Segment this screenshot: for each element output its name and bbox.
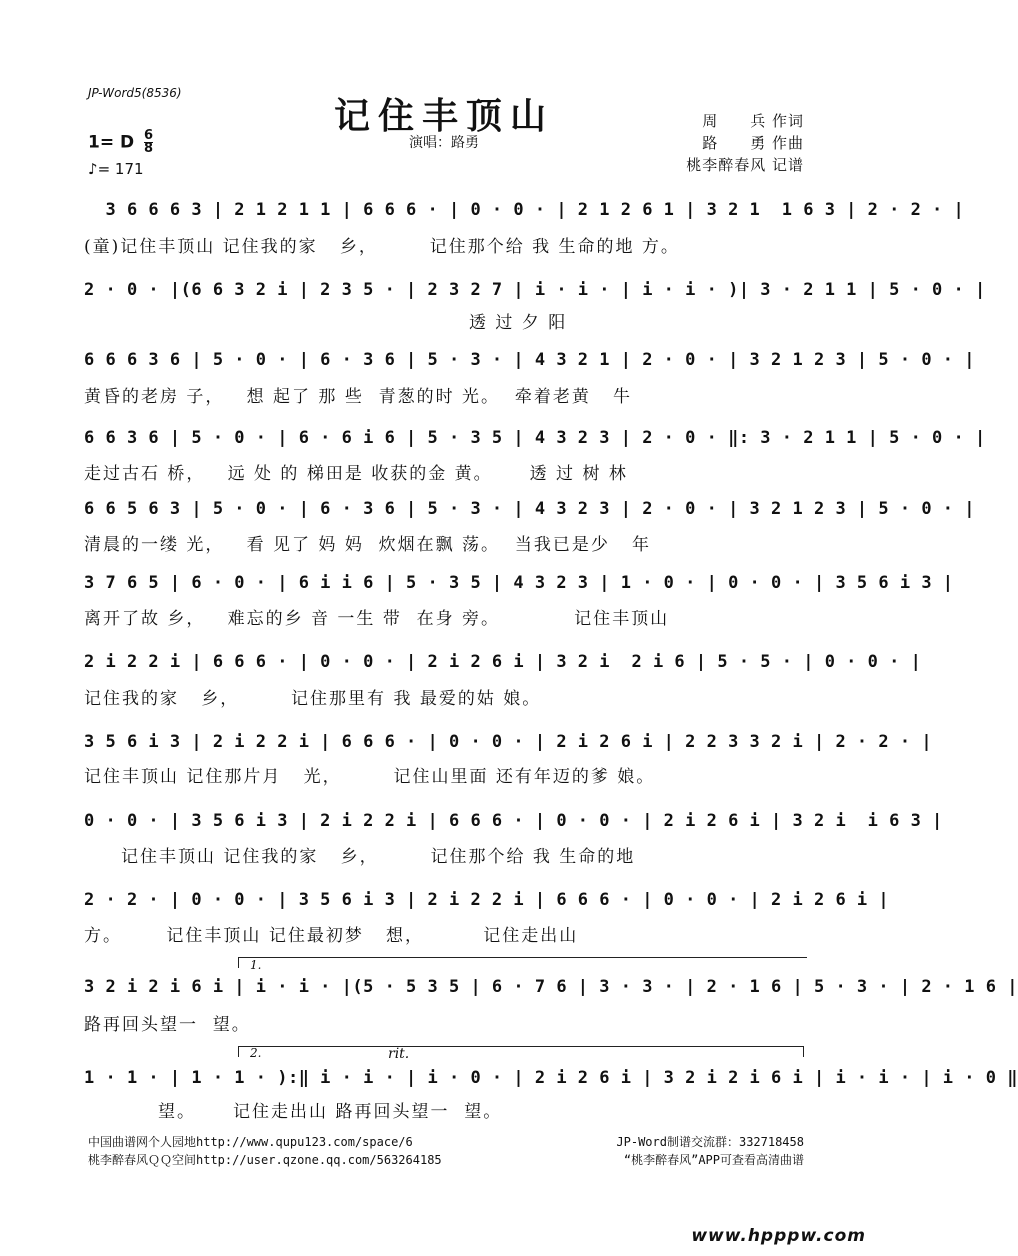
notation-line-7: 2 i 2 2 i | 6 6 6 · | 0 · 0 · | 2 i 2 6 i | 3 2 i 2 i 6 | 5 · 5 · | 0 · 0 · | bbox=[84, 652, 922, 672]
lyrics-line-1: (童)记住丰顶山 记住我的家 乡， 记住那个给 我 生命的地 方。 bbox=[84, 237, 680, 257]
notation-line-4: 6 6 3 6 | 5 · 0 · | 6 · 6 i 6 | 5 · 3 5 | 4 3 2 3 | 2 · 0 · ‖: 3 · 2 1 1 | 5 · 0 · | bbox=[84, 428, 986, 448]
key-signature bbox=[88, 130, 153, 155]
key-label: 1= D bbox=[88, 132, 135, 153]
notation-line-12: 1 · 1 · | 1 · 1 · ):‖ i · i · | i · 0 · | 2 i 2 6 i | 3 2 i 2 i 6 i | i · i · | i · 0 ‖ bbox=[84, 1068, 1018, 1088]
lyricist-credit: 周 兵 作词 bbox=[702, 112, 804, 130]
time-numerator: 6 bbox=[144, 128, 154, 143]
lyrics-line-2: 透 过 夕 阳 bbox=[84, 313, 568, 333]
notation-line-3: 6 6 6 3 6 | 5 · 0 · | 6 · 3 6 | 5 · 3 · | 4 3 2 1 | 2 · 0 · | 3 2 1 2 3 | 5 · 0 · | bbox=[84, 350, 975, 370]
ritardando-mark: rit. bbox=[388, 1046, 410, 1062]
performer: 演唱：路勇 bbox=[409, 135, 479, 151]
lyrics-line-11: 路再回头望一 望。 bbox=[84, 1015, 251, 1035]
notation-line-9: 0 · 0 · | 3 5 6 i 3 | 2 i 2 2 i | 6 6 6 · | 0 · 0 · | 2 i 2 6 i | 3 2 i i 6 3 | bbox=[84, 811, 943, 831]
lyrics-line-5: 清晨的一缕 光， 看 见了 妈 妈 炊烟在飘 荡。 当我已是少 年 bbox=[84, 535, 652, 555]
time-denominator: 8 bbox=[144, 141, 154, 156]
lyrics-line-4: 走过古石 桥， 远 处 的 梯田是 收获的金 黄。 透 过 树 林 bbox=[84, 464, 628, 484]
footer-group: JP-Word制谱交流群：332718458 bbox=[616, 1135, 804, 1149]
notation-line-10: 2 · 2 · | 0 · 0 · | 3 5 6 i 3 | 2 i 2 2 i | 6 6 6 · | 0 · 0 · | 2 i 2 6 i | bbox=[84, 890, 890, 910]
lyrics-line-8: 记住丰顶山 记住那片月 光， 记住山里面 还有年迈的爹 娘。 bbox=[84, 767, 656, 787]
first-ending-label: 1. bbox=[250, 958, 262, 972]
footer-qzone-link: 桃李醉春风ＱＱ空间http://user.qzone.qq.com/563264185 bbox=[88, 1153, 442, 1167]
second-ending-label: 2. bbox=[250, 1046, 262, 1060]
notation-line-8: 3 5 6 i 3 | 2 i 2 2 i | 6 6 6 · | 0 · 0 · | 2 i 2 6 i | 2 2 3 3 2 i | 2 · 2 · | bbox=[84, 732, 933, 752]
watermark-site: www.hpppw.com bbox=[691, 1226, 866, 1246]
second-ending-bracket bbox=[238, 1046, 804, 1057]
footer-qupu-link: 中国曲谱网个人园地http://www.qupu123.com/space/6 bbox=[88, 1135, 413, 1149]
notation-line-5: 6 6 5 6 3 | 5 · 0 · | 6 · 3 6 | 5 · 3 · | 4 3 2 3 | 2 · 0 · | 3 2 1 2 3 | 5 · 0 · | bbox=[84, 499, 975, 519]
transcriber-credit: 桃李醉春风 记谱 bbox=[686, 156, 804, 174]
song-title: 记住丰顶山 bbox=[333, 95, 554, 137]
lyrics-line-3: 黄昏的老房 子， 想 起了 那 些 青葱的时 光。 牵着老黄 牛 bbox=[84, 387, 633, 407]
notation-line-2: 2 · 0 · |(6 6 3 2 i | 2 3 5 · | 2 3 2 7 | i · i · | i · i · )| 3 · 2 1 1 | 5 · 0 · | bbox=[84, 280, 986, 300]
lyrics-line-7: 记住我的家 乡， 记住那里有 我 最爱的姑 娘。 bbox=[84, 689, 542, 709]
time-signature bbox=[144, 130, 153, 155]
composer-credit: 路 勇 作曲 bbox=[702, 134, 804, 152]
notation-line-11: 3 2 i 2 i 6 i | i · i · |(5 · 5 3 5 | 6 · 7 6 | 3 · 3 · | 2 · 1 6 | 5 · 3 · | 2 · 1 6 | bbox=[84, 977, 1018, 997]
lyrics-line-9: 记住丰顶山 记住我的家 乡， 记住那个给 我 生命的地 bbox=[84, 847, 636, 867]
lyrics-line-12: 望。 记住走出山 路再回头望一 望。 bbox=[84, 1102, 503, 1122]
notation-line-1: 3 6 6 6 3 | 2 1 2 1 1 | 6 6 6 · | 0 · 0 · | 2 1 2 6 1 | 3 2 1 1 6 3 | 2 · 2 · | bbox=[84, 200, 965, 220]
lyrics-line-10: 方。 记住丰顶山 记住最初梦 想， 记住走出山 bbox=[84, 926, 579, 946]
notation-line-6: 3 7 6 5 | 6 · 0 · | 6 i i 6 | 5 · 3 5 | 4 3 2 3 | 1 · 0 · | 0 · 0 · | 3 5 6 i 3 | bbox=[84, 573, 954, 593]
lyrics-line-6: 离开了故 乡， 难忘的乡 音 一生 带 在身 旁。 记住丰顶山 bbox=[84, 609, 670, 629]
first-ending-bracket bbox=[238, 957, 807, 968]
software-version: JP-Word5(8536) bbox=[88, 86, 182, 100]
tempo-mark: ♪= 171 bbox=[88, 160, 144, 178]
footer-app: “桃李醉春风”APP可查看高清曲谱 bbox=[623, 1153, 804, 1167]
